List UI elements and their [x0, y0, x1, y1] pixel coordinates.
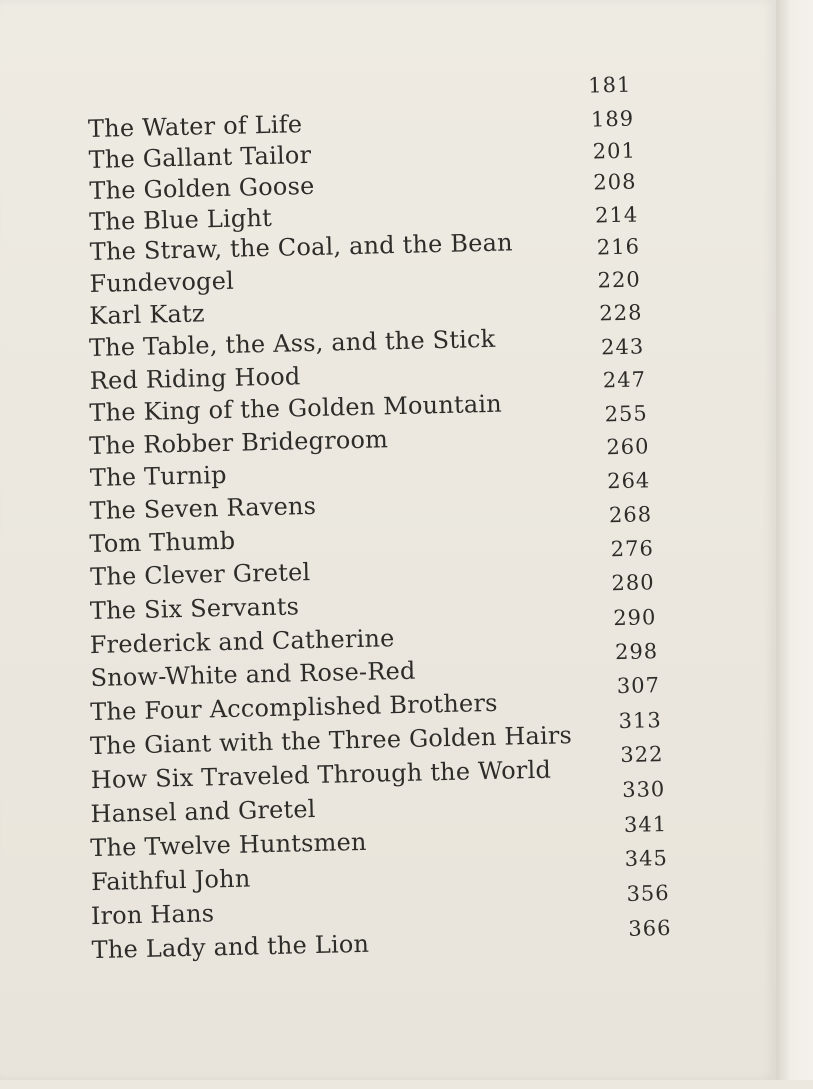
toc-entry-title: The Straw, the Coal, and the Bean — [89, 228, 514, 266]
toc-entry-page: 313 — [618, 708, 662, 734]
toc-entry-page: 264 — [606, 468, 651, 494]
toc-entry-title: Karl Katz — [88, 299, 205, 330]
toc-entry-page: 243 — [600, 334, 645, 360]
toc-entry-title: Iron Hans — [90, 899, 215, 931]
toc-entry-title: How Six Traveled Through the World — [90, 755, 552, 795]
toc-entry-page: 298 — [614, 639, 659, 665]
toc-entry-title: The Blue Light — [88, 203, 273, 236]
toc-entry-title: The Gallant Tailor — [88, 140, 312, 174]
toc-entry-page: 255 — [604, 401, 649, 427]
toc-entry-title: Red Riding Hood — [89, 362, 301, 395]
toc-entry-page: 290 — [613, 605, 657, 631]
toc-entry-title: The Table, the Ass, and the Stick — [88, 324, 496, 363]
toc-entry-page: 322 — [620, 742, 664, 768]
toc-entry-page: 189 — [590, 106, 635, 132]
toc-entry-page: 341 — [623, 812, 668, 837]
toc-entry-page: 201 — [592, 138, 637, 164]
toc-entry-title: The Clever Gretel — [89, 558, 311, 592]
toc-entry-title: The Lady and the Lion — [91, 929, 370, 965]
toc-entry-page: 208 — [593, 169, 637, 195]
toc-entry-title: Snow-White and Rose-Red — [90, 656, 416, 693]
toc-entry-title: The Water of Life — [87, 110, 303, 143]
toc-entry-title: The Robber Bridegroom — [88, 425, 389, 461]
toc-entry-page: 228 — [599, 300, 643, 326]
toc-entry-page: 356 — [626, 880, 670, 906]
toc-entry-page: 330 — [621, 777, 666, 803]
toc-entry-title: Tom Thumb — [89, 526, 236, 559]
toc-entry-title: Frederick and Catherine — [89, 624, 395, 660]
toc-entry-title: The King of the Golden Mountain — [89, 389, 503, 428]
toc-entry-page: 366 — [628, 915, 672, 941]
toc-entry-page: 345 — [624, 846, 669, 871]
toc-entry-page: 268 — [608, 502, 653, 528]
toc-entry-title: The Four Accomplished Brothers — [89, 688, 498, 727]
toc-entry-title: Fundevogel — [89, 266, 235, 298]
toc-entry-title: Hansel and Gretel — [90, 794, 316, 829]
toc-entry-title: The Twelve Huntsmen — [90, 827, 367, 863]
toc-entry-title: The Golden Goose — [89, 171, 315, 205]
toc-entry-page: 220 — [597, 267, 641, 293]
toc-entry-title: The Turnip — [89, 460, 227, 493]
toc-entry-title: The Six Servants — [89, 592, 300, 626]
toc-entry-page: 214 — [594, 202, 639, 228]
toc-entry-page: 280 — [611, 570, 655, 596]
toc-entry-page: 247 — [602, 367, 647, 393]
toc-entry-page: 307 — [616, 673, 661, 699]
toc-entry-title: The Seven Ravens — [89, 491, 317, 526]
toc-entry-page: 276 — [610, 536, 655, 562]
toc-entry-page: 260 — [606, 434, 650, 460]
first-page-number: 181 — [587, 72, 632, 98]
toc-entry-title: The Giant with the Three Golden Hairs — [89, 721, 573, 761]
toc-entry-title: Faithful John — [90, 864, 251, 897]
toc-entry-page: 216 — [596, 234, 641, 260]
